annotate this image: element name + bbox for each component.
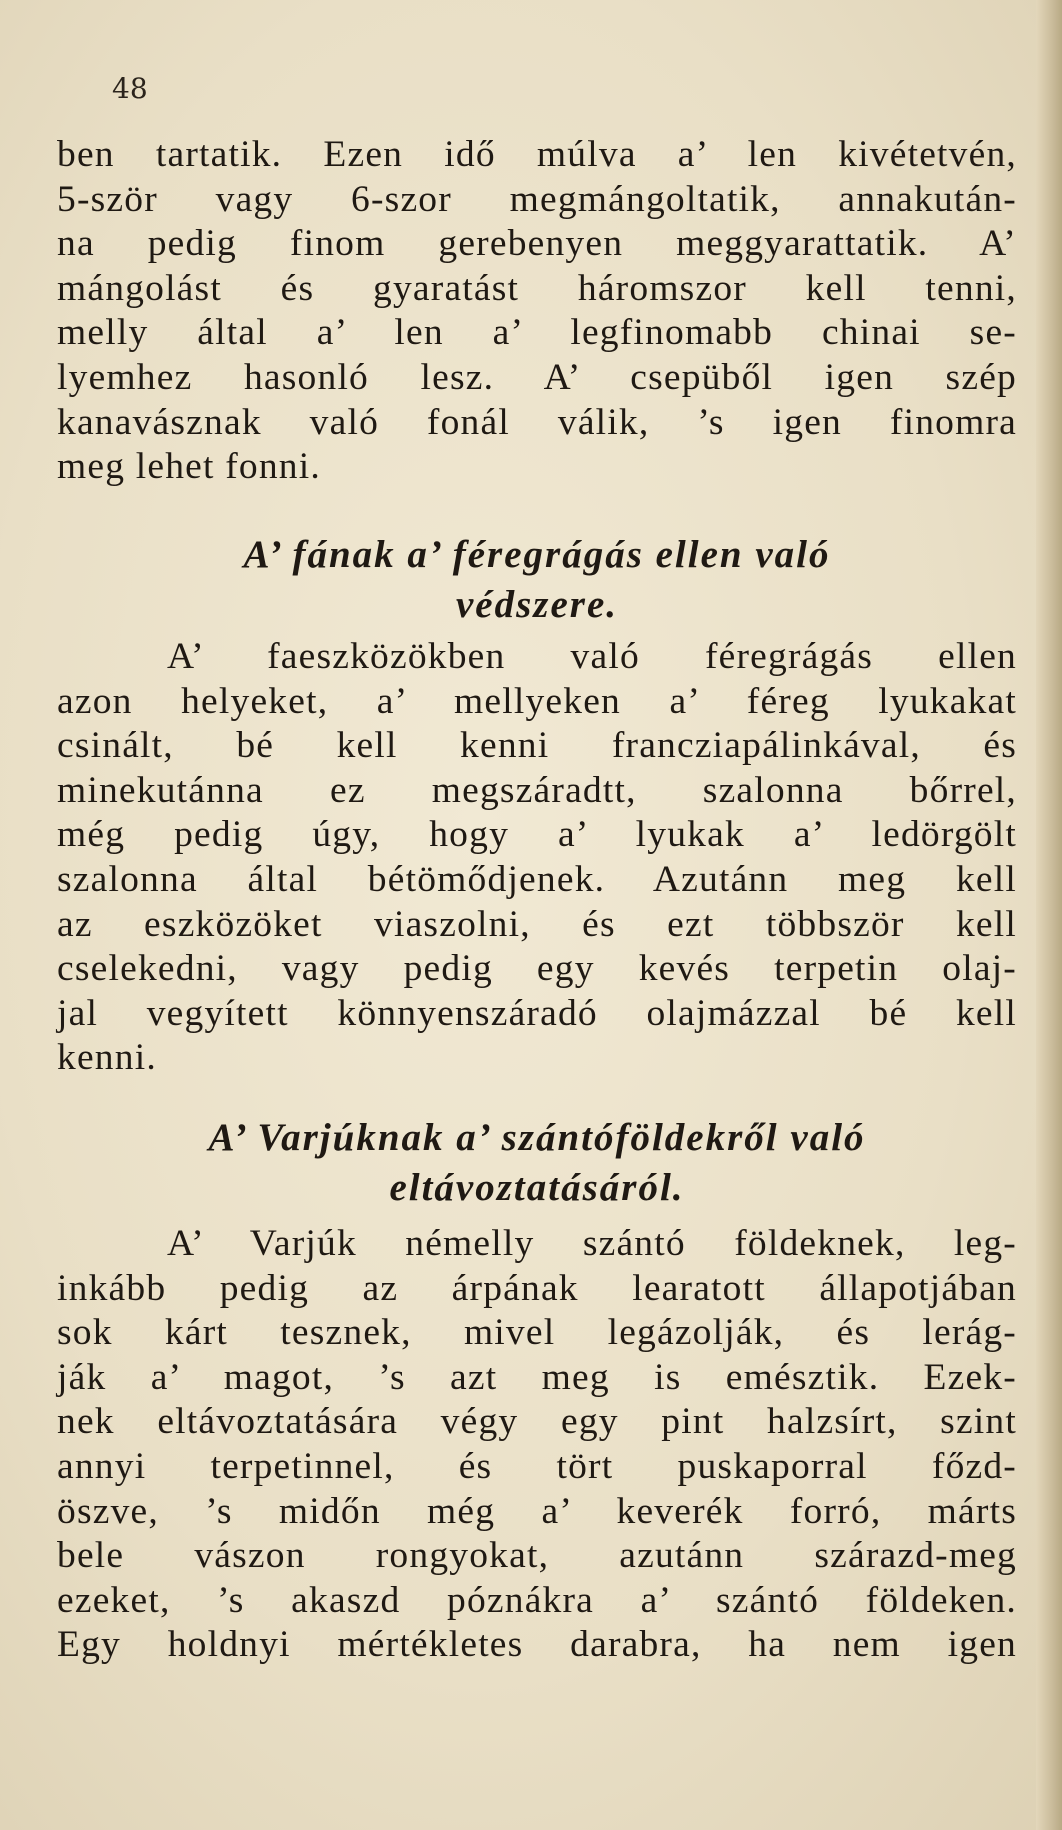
text-line: mángolást és gyaratást háromszor kell tenni, — [57, 267, 1017, 309]
text-line: minekutánna ez megszáradtt, szalonna bőrrel, — [57, 769, 1017, 811]
text-line: kanavásznak való fonál válik, ’s igen finomra — [57, 401, 1017, 443]
text-line: meg lehet fonni. — [57, 446, 321, 488]
text-line: még pedig úgy, hogy a’ lyukak a’ ledörgölt — [57, 814, 1017, 856]
text-line: kenni. — [57, 1037, 157, 1079]
text-line: inkább pedig az árpának learatott állapotjában — [57, 1267, 1017, 1309]
heading-line: védszere. — [455, 583, 619, 626]
text-line: jal vegyített könnyenszáradó olajmázzal bé kell — [57, 992, 1017, 1034]
text-line: öszve, ’s midőn még a’ keverék forró, márts — [57, 1490, 1017, 1532]
paragraph-crows — [57, 1222, 1017, 1668]
text-line: ják a’ magot, ’s azt meg is emésztik. Ezek- — [57, 1356, 1017, 1398]
text-line: A’ faeszközökben való féregrágás ellen — [167, 636, 1017, 677]
text-line: csinált, bé kell kenni francziapálinkával, és — [57, 725, 1017, 767]
heading-line: eltávoztatásáról. — [389, 1166, 685, 1209]
text-line: cselekedni, vagy pedig egy kevés terpetin olaj- — [57, 948, 1017, 990]
section-heading-woodworm — [57, 530, 1017, 630]
text-line: bele vászon rongyokat, azutánn szárazd-meg — [57, 1535, 1017, 1577]
page-number: 48 — [112, 72, 148, 105]
page-edge — [1036, 0, 1062, 1830]
text-line: ezeket, ’s akaszd póznákra a’ szántó földeken. — [57, 1579, 1017, 1621]
text-line: melly által a’ len a’ legfinomabb chinai se- — [57, 312, 1017, 354]
text-line: A’ Varjúk némelly szántó földeknek, leg- — [167, 1223, 1017, 1264]
paragraph-woodworm — [57, 635, 1017, 1081]
paragraph-flax — [57, 133, 1017, 490]
text-line: az eszközöket viaszolni, és ezt többször kell — [57, 903, 1017, 945]
heading-line: A’ Varjúknak a’ szántóföldekről való — [208, 1116, 866, 1159]
text-line: annyi terpetinnel, és tört puskaporral főzd- — [57, 1445, 1017, 1487]
heading-line: A’ fának a’ féregrágás ellen való — [243, 533, 831, 576]
text-line: nek eltávoztatására végy egy pint halzsírt, szint — [57, 1401, 1017, 1443]
text-line: ben tartatik. Ezen idő múlva a’ len kivétetvén, — [57, 134, 1017, 175]
text-line: Egy holdnyi mértékletes darabra, ha nem igen — [57, 1624, 1017, 1666]
text-line: szalonna által bétömődjenek. Azutánn meg kell — [57, 858, 1017, 900]
text-line: lyemhez hasonló lesz. A’ csepüből igen szép — [57, 356, 1017, 398]
text-line: azon helyeket, a’ mellyeken a’ féreg lyukakat — [57, 680, 1017, 722]
text-line: sok kárt tesznek, mivel legázolják, és lerág- — [57, 1312, 1017, 1354]
text-line: 5-ször vagy 6-szor megmángoltatik, annakután- — [57, 178, 1017, 220]
section-heading-crows — [57, 1113, 1017, 1213]
text-line: na pedig finom gerebenyen meggyarattatik. A’ — [57, 223, 1017, 265]
